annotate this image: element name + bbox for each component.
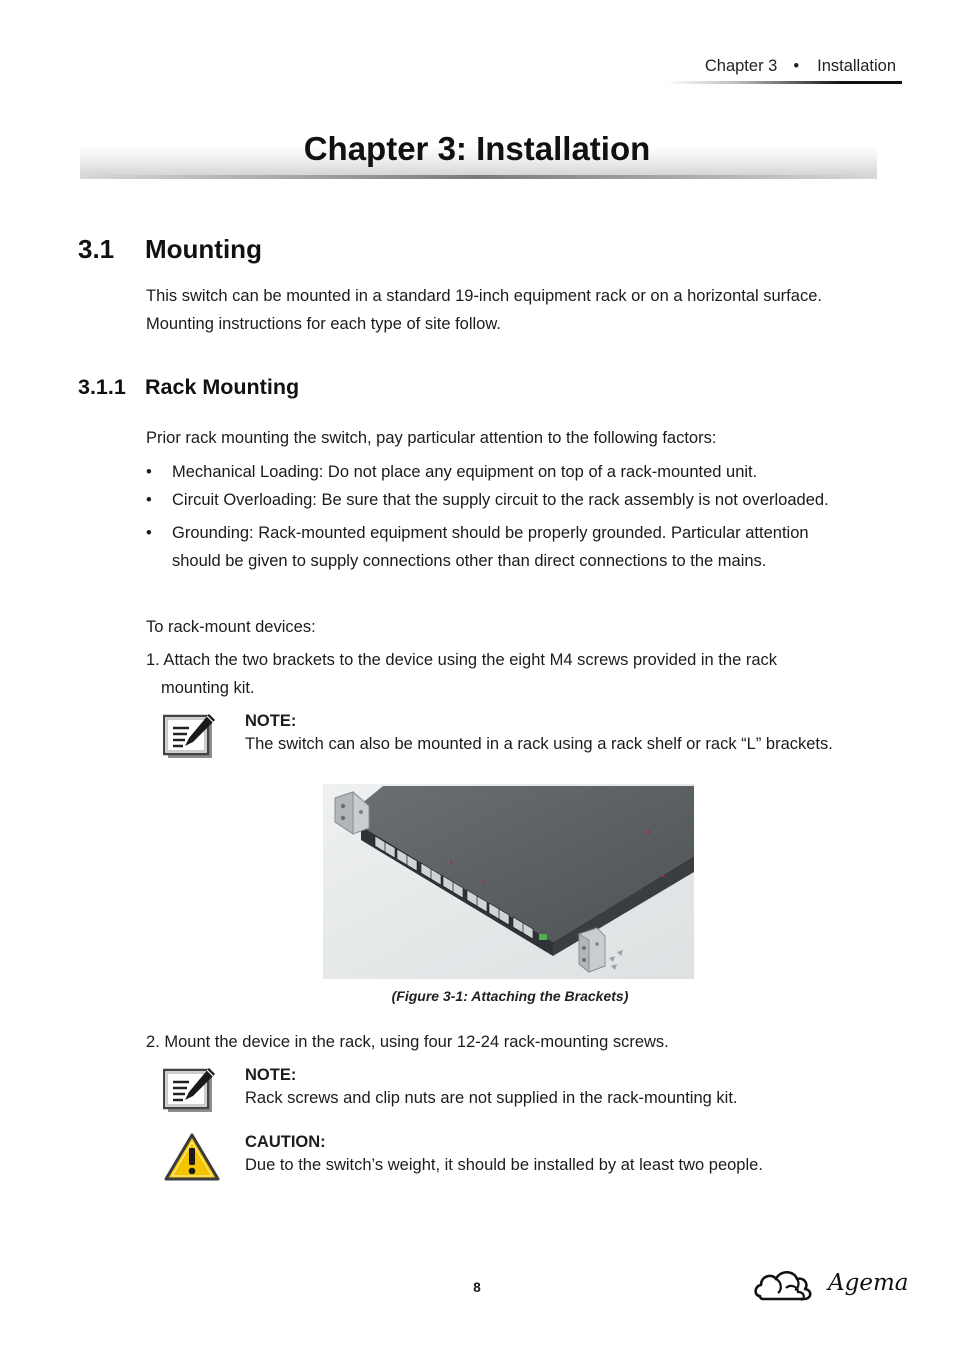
section-number: 3.1 (78, 234, 115, 264)
note-text: The switch can also be mounted in a rack using a rack shelf or rack “L” brackets. (245, 735, 833, 753)
list-item: • Circuit Overloading: Be sure that the supply circuit to the rack assembly is not overloaded. (146, 486, 906, 514)
header-rule (666, 81, 902, 84)
note-pencil-icon (163, 1066, 217, 1114)
note-label: NOTE: (245, 1066, 297, 1084)
running-header-section: Installation (817, 57, 896, 75)
running-header (705, 57, 896, 76)
figure-caption: (Figure 3-1: Attaching the Brackets) (391, 988, 629, 1004)
subsection-heading (78, 375, 299, 400)
list-item: • Mechanical Loading: Do not place any equipment on top of a rack-mounted unit. (146, 458, 906, 486)
list-item-line: should be given to supply connections other than direct connections to the mains. (172, 552, 767, 570)
chapter-banner-rule (80, 175, 877, 179)
section-intro (146, 282, 906, 338)
procedure-intro: To rack-mount devices: (146, 618, 316, 636)
page-number: 8 (473, 1280, 481, 1295)
note-2 (245, 1064, 738, 1110)
note-1 (245, 710, 833, 756)
step-1-line: 1. Attach the two brackets to the device using the eight M4 screws provided in the rack (146, 651, 778, 669)
list-item (146, 519, 906, 575)
running-header-separator: • (793, 57, 800, 75)
logo-wordmark: Agema (828, 1270, 909, 1296)
caution-triangle-icon (163, 1132, 221, 1182)
section-heading (78, 234, 262, 265)
subsection-number: 3.1.1 (78, 375, 126, 399)
caution-block (245, 1131, 763, 1177)
caution-label: CAUTION: (245, 1133, 326, 1151)
note-pencil-icon (163, 712, 217, 760)
step-1 (146, 646, 906, 702)
subsection-lead: Prior rack mounting the switch, pay particular attention to the following factors: (146, 429, 717, 447)
caution-text: Due to the switch’s weight, it should be installed by at least two people. (245, 1156, 763, 1174)
running-header-chapter: Chapter 3 (704, 57, 778, 75)
section-intro-line: Mounting instructions for each type of site follow. (146, 315, 501, 333)
factor-list (146, 458, 906, 575)
subsection-title: Rack Mounting (145, 375, 300, 399)
bracket-figure (323, 784, 694, 979)
list-item-line: Grounding: Rack-mounted equipment should be properly grounded. Particular attention (172, 524, 809, 542)
step-1-line: mounting kit. (161, 679, 255, 697)
section-intro-line: This switch can be mounted in a standard 19-inch equipment rack or on a horizontal surface. (146, 287, 822, 305)
section-title: Mounting (145, 234, 262, 264)
step-2: 2. Mount the device in the rack, using four 12-24 rack-mounting screws. (146, 1033, 669, 1051)
note-text: Rack screws and clip nuts are not supplied in the rack-mounting kit. (245, 1089, 738, 1107)
note-label: NOTE: (245, 712, 297, 730)
chapter-title: Chapter 3: Installation (303, 130, 651, 167)
